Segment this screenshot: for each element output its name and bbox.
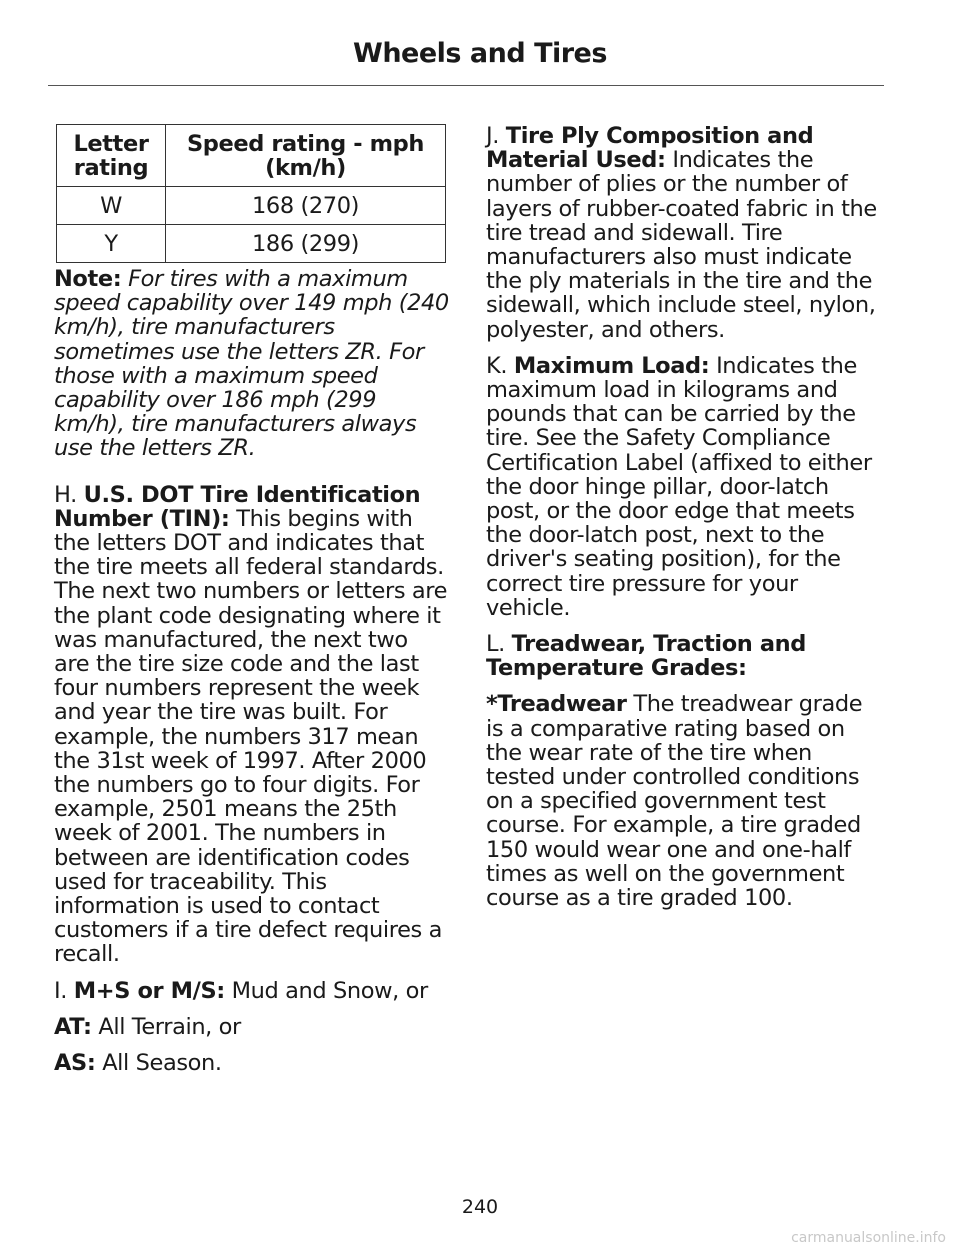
section-l-letter: L. [486, 631, 505, 658]
table-header-speed-rating: Speed rating - mph (km/h) [166, 125, 446, 187]
section-k-paragraph [486, 354, 881, 620]
treadwear-paragraph [486, 692, 881, 910]
section-i-text: Mud and Snow, or [231, 977, 428, 1004]
section-h-title: U.S. DOT Tire Identification Number (TIN): [54, 481, 421, 532]
section-i-letter: I. [54, 977, 67, 1004]
left-column [54, 124, 449, 1087]
table-cell-letter: W [57, 187, 166, 225]
section-i-at-label: AT: [54, 1013, 92, 1040]
section-j-text: Indicates the number of plies or the number of layers of rubber-coated fabric in the tire tread and sidewall. Tire manufacturers also must indicate the ply materials in the tire and the sidewall, which include steel, nylon, polyester, and others. [486, 147, 877, 343]
note-paragraph [54, 267, 449, 461]
table-header-letter-rating: Letter rating [57, 125, 166, 187]
section-j-paragraph [486, 124, 881, 342]
section-j-title: Tire Ply Composition and Material Used: [486, 123, 814, 174]
section-i-paragraph [54, 979, 449, 1003]
table-row [57, 225, 446, 263]
table-cell-letter: Y [57, 225, 166, 263]
table-header-row [57, 125, 446, 187]
right-column [486, 124, 881, 922]
section-h-letter: H. [54, 481, 77, 508]
section-i-at-text: All Terrain, or [98, 1013, 241, 1040]
section-j-letter: J. [486, 123, 499, 149]
table-cell-speed: 186 (299) [166, 225, 446, 263]
section-i-title: M+S or M/S: [73, 977, 225, 1004]
speed-rating-table [56, 124, 446, 263]
table-row [57, 187, 446, 225]
section-k-text: Indicates the maximum load in kilograms and pounds that can be carried by the tire. See the Safety Compliance Certification Label (affixed to either the door hinge pillar, door-latch post, or the door edge that meets the door-latch post, next to the driver's seating position), for the correct tire pressure for your vehicle. [486, 352, 872, 621]
note-label: Note: [54, 266, 122, 292]
section-k-letter: K. [486, 352, 508, 379]
note-text: For tires with a maximum speed capability over 149 mph (240 km/h), tire manufacturers sometimes use the letters ZR. For those with a maximum speed capability over 186 mph (299 km/h), tire manufacturers always use the letters ZR. [54, 266, 449, 462]
section-i-as-paragraph [54, 1051, 449, 1075]
page-number: 240 [461, 1196, 499, 1218]
section-h-paragraph [54, 483, 449, 967]
section-i-as-label: AS: [54, 1050, 96, 1077]
header-divider [48, 85, 884, 86]
treadwear-label: *Treadwear [486, 691, 627, 718]
watermark-text: carmanualsonline.info [791, 1230, 946, 1246]
treadwear-text: The treadwear grade is a comparative rating based on the wear rate of the tire when tested under controlled conditions on a specified government test course. For example, a tire graded 150 would wear one and one-half times as well on the government course as a tire graded 100. [486, 691, 863, 912]
section-i-as-text: All Season. [102, 1050, 222, 1077]
section-l-paragraph [486, 632, 881, 680]
section-k-title: Maximum Load: [513, 352, 710, 379]
section-h-text: This begins with the letters DOT and indicates that the tire meets all federal standards. The next two numbers or letters are the plant code designating where it was manufactured, the next two are the tire size code and the last four numbers represent the week and year the tire was built. For example, the numbers 317 mean the 31st week of 1997. After 2000 the numbers go to four digits. For example, 2501 means the 25th week of 2001. The numbers in between are identification codes used for traceability. This information is used to contact customers if a tire defect requires a recall. [54, 505, 448, 968]
table-cell-speed: 168 (270) [166, 187, 446, 225]
section-l-title: Treadwear, Traction and Temperature Grades: [486, 631, 806, 682]
section-i-at-paragraph [54, 1015, 449, 1039]
page-title: Wheels and Tires [353, 38, 607, 69]
